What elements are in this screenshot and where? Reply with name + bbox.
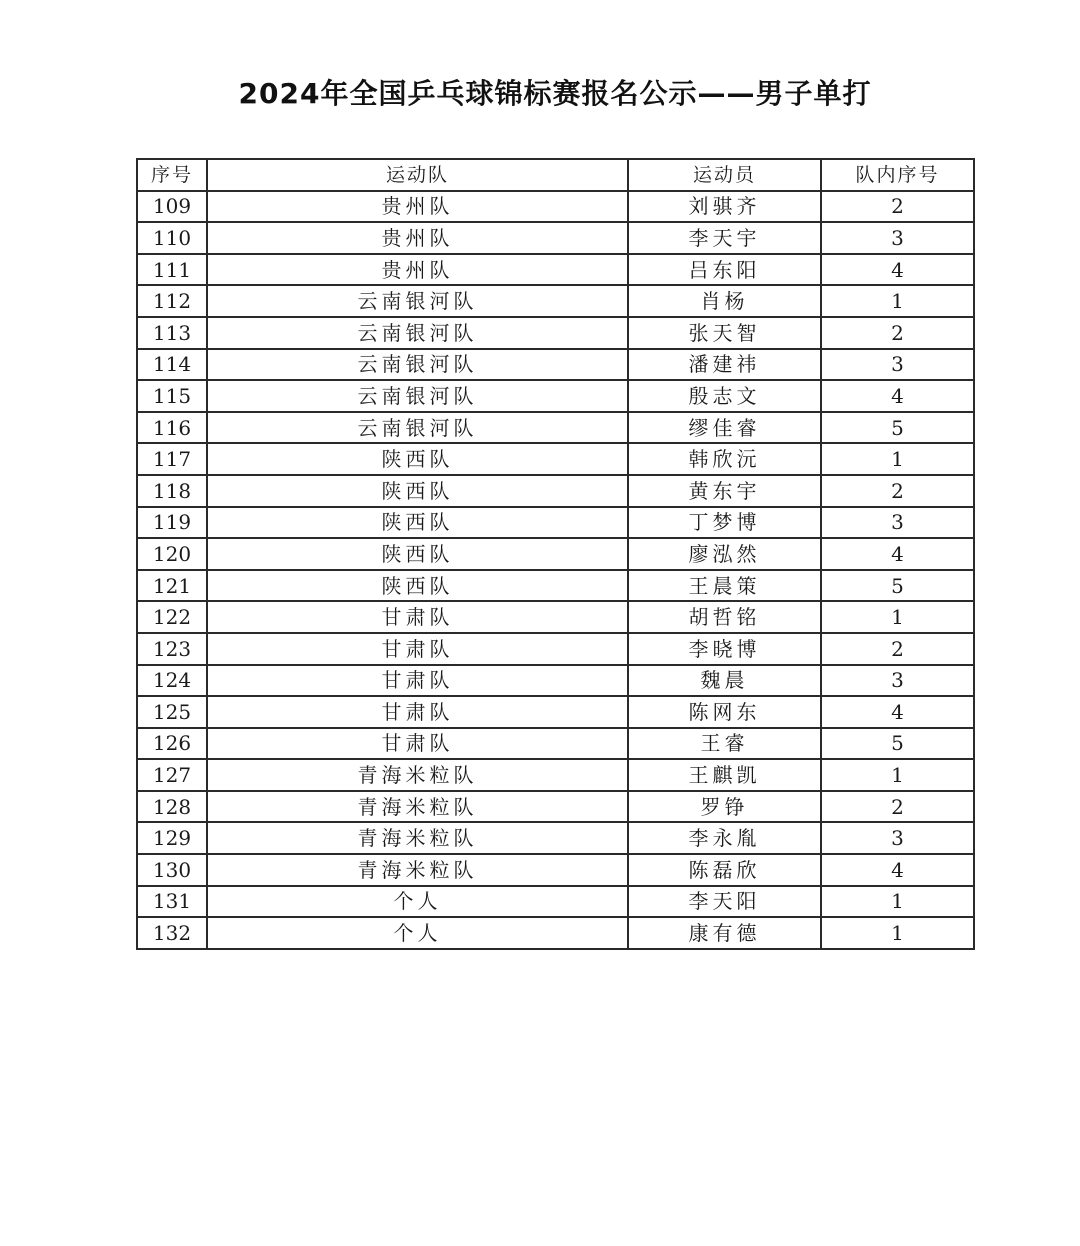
table-row bbox=[137, 507, 974, 539]
cell-no: 110 bbox=[137, 222, 207, 254]
cell-order: 4 bbox=[821, 854, 974, 886]
cell-team: 云南银河队 bbox=[207, 349, 628, 381]
cell-order: 1 bbox=[821, 443, 974, 475]
cell-order: 2 bbox=[821, 191, 974, 223]
cell-order: 3 bbox=[821, 665, 974, 697]
cell-team: 甘肃队 bbox=[207, 665, 628, 697]
cell-no: 121 bbox=[137, 570, 207, 602]
cell-order: 1 bbox=[821, 759, 974, 791]
cell-athlete: 潘建祎 bbox=[628, 349, 821, 381]
cell-athlete: 肖杨 bbox=[628, 285, 821, 317]
cell-order: 5 bbox=[821, 412, 974, 444]
cell-no: 109 bbox=[137, 191, 207, 223]
table-row bbox=[137, 791, 974, 823]
table-row bbox=[137, 475, 974, 507]
cell-no: 117 bbox=[137, 443, 207, 475]
cell-order: 1 bbox=[821, 917, 974, 949]
cell-order: 1 bbox=[821, 601, 974, 633]
cell-no: 126 bbox=[137, 728, 207, 760]
table-row bbox=[137, 917, 974, 949]
table-row bbox=[137, 728, 974, 760]
table-row bbox=[137, 254, 974, 286]
cell-team: 陕西队 bbox=[207, 443, 628, 475]
cell-no: 116 bbox=[137, 412, 207, 444]
cell-order: 5 bbox=[821, 728, 974, 760]
cell-athlete: 王睿 bbox=[628, 728, 821, 760]
table-row bbox=[137, 854, 974, 886]
table-row bbox=[137, 222, 974, 254]
cell-athlete: 丁梦博 bbox=[628, 507, 821, 539]
cell-team: 甘肃队 bbox=[207, 696, 628, 728]
cell-athlete: 李天阳 bbox=[628, 886, 821, 918]
cell-order: 4 bbox=[821, 380, 974, 412]
table-row bbox=[137, 443, 974, 475]
table-row bbox=[137, 285, 974, 317]
cell-order: 2 bbox=[821, 475, 974, 507]
cell-no: 127 bbox=[137, 759, 207, 791]
header-no: 序号 bbox=[137, 159, 207, 191]
cell-team: 陕西队 bbox=[207, 570, 628, 602]
cell-team: 青海米粒队 bbox=[207, 854, 628, 886]
cell-no: 130 bbox=[137, 854, 207, 886]
cell-no: 128 bbox=[137, 791, 207, 823]
cell-order: 3 bbox=[821, 222, 974, 254]
cell-no: 129 bbox=[137, 822, 207, 854]
table-row bbox=[137, 601, 974, 633]
cell-athlete: 罗铮 bbox=[628, 791, 821, 823]
cell-no: 115 bbox=[137, 380, 207, 412]
table-row bbox=[137, 665, 974, 697]
cell-team: 云南银河队 bbox=[207, 317, 628, 349]
cell-order: 1 bbox=[821, 285, 974, 317]
table-row bbox=[137, 633, 974, 665]
cell-team: 陕西队 bbox=[207, 507, 628, 539]
cell-team: 陕西队 bbox=[207, 475, 628, 507]
cell-no: 119 bbox=[137, 507, 207, 539]
cell-team: 青海米粒队 bbox=[207, 791, 628, 823]
cell-no: 111 bbox=[137, 254, 207, 286]
cell-order: 2 bbox=[821, 791, 974, 823]
cell-order: 2 bbox=[821, 317, 974, 349]
cell-no: 120 bbox=[137, 538, 207, 570]
table-row bbox=[137, 380, 974, 412]
cell-team: 青海米粒队 bbox=[207, 822, 628, 854]
cell-athlete: 王麒凯 bbox=[628, 759, 821, 791]
cell-athlete: 李晓博 bbox=[628, 633, 821, 665]
cell-team: 陕西队 bbox=[207, 538, 628, 570]
table-row bbox=[137, 822, 974, 854]
cell-no: 124 bbox=[137, 665, 207, 697]
cell-athlete: 廖泓然 bbox=[628, 538, 821, 570]
cell-no: 123 bbox=[137, 633, 207, 665]
cell-athlete: 韩欣沅 bbox=[628, 443, 821, 475]
cell-team: 云南银河队 bbox=[207, 412, 628, 444]
cell-team: 个人 bbox=[207, 917, 628, 949]
cell-no: 125 bbox=[137, 696, 207, 728]
table-row bbox=[137, 191, 974, 223]
cell-no: 132 bbox=[137, 917, 207, 949]
cell-order: 3 bbox=[821, 507, 974, 539]
cell-athlete: 张天智 bbox=[628, 317, 821, 349]
table-row bbox=[137, 696, 974, 728]
cell-athlete: 黄东宇 bbox=[628, 475, 821, 507]
table-row bbox=[137, 349, 974, 381]
cell-order: 3 bbox=[821, 822, 974, 854]
table-row bbox=[137, 759, 974, 791]
cell-athlete: 王晨策 bbox=[628, 570, 821, 602]
cell-order: 4 bbox=[821, 696, 974, 728]
cell-team: 贵州队 bbox=[207, 191, 628, 223]
cell-team: 青海米粒队 bbox=[207, 759, 628, 791]
entry-table bbox=[136, 158, 975, 950]
cell-team: 甘肃队 bbox=[207, 728, 628, 760]
cell-team: 云南银河队 bbox=[207, 380, 628, 412]
cell-athlete: 刘骐齐 bbox=[628, 191, 821, 223]
cell-athlete: 李永胤 bbox=[628, 822, 821, 854]
cell-order: 3 bbox=[821, 349, 974, 381]
cell-no: 112 bbox=[137, 285, 207, 317]
table-row bbox=[137, 570, 974, 602]
cell-athlete: 殷志文 bbox=[628, 380, 821, 412]
cell-team: 甘肃队 bbox=[207, 601, 628, 633]
cell-order: 4 bbox=[821, 538, 974, 570]
cell-athlete: 李天宇 bbox=[628, 222, 821, 254]
cell-athlete: 陈磊欣 bbox=[628, 854, 821, 886]
table-header-row bbox=[137, 159, 974, 191]
cell-no: 122 bbox=[137, 601, 207, 633]
cell-athlete: 胡哲铭 bbox=[628, 601, 821, 633]
cell-team: 贵州队 bbox=[207, 254, 628, 286]
cell-athlete: 吕东阳 bbox=[628, 254, 821, 286]
cell-no: 113 bbox=[137, 317, 207, 349]
header-athlete: 运动员 bbox=[628, 159, 821, 191]
page-title: 2024年全国乒乓球锦标赛报名公示——男子单打 bbox=[238, 77, 872, 110]
cell-order: 2 bbox=[821, 633, 974, 665]
cell-team: 贵州队 bbox=[207, 222, 628, 254]
cell-athlete: 缪佳睿 bbox=[628, 412, 821, 444]
cell-no: 131 bbox=[137, 886, 207, 918]
cell-athlete: 陈网东 bbox=[628, 696, 821, 728]
cell-team: 个人 bbox=[207, 886, 628, 918]
cell-team: 云南银河队 bbox=[207, 285, 628, 317]
cell-no: 118 bbox=[137, 475, 207, 507]
cell-athlete: 康有德 bbox=[628, 917, 821, 949]
header-order: 队内序号 bbox=[821, 159, 974, 191]
table-row bbox=[137, 412, 974, 444]
cell-order: 4 bbox=[821, 254, 974, 286]
cell-athlete: 魏晨 bbox=[628, 665, 821, 697]
table-body bbox=[137, 191, 974, 949]
cell-order: 1 bbox=[821, 886, 974, 918]
header-team: 运动队 bbox=[207, 159, 628, 191]
cell-no: 114 bbox=[137, 349, 207, 381]
table-row bbox=[137, 886, 974, 918]
table-row bbox=[137, 538, 974, 570]
cell-team: 甘肃队 bbox=[207, 633, 628, 665]
table-row bbox=[137, 317, 974, 349]
cell-order: 5 bbox=[821, 570, 974, 602]
